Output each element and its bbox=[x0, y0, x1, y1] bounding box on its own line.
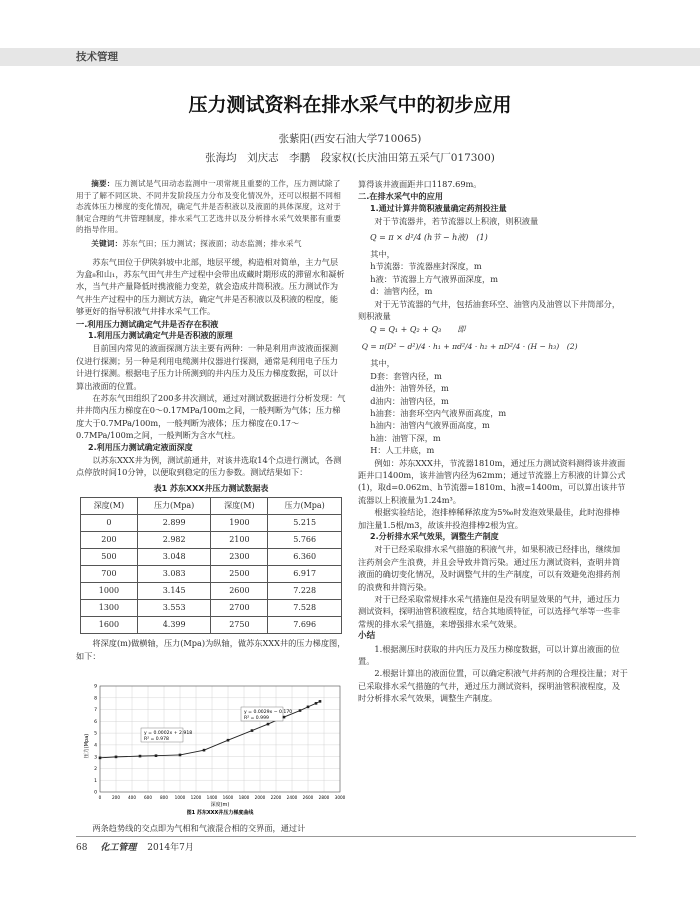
table-cell: 1000 bbox=[81, 583, 138, 600]
formula-2a: Q = Q₁ + Q₂ + Q₃ 即 bbox=[370, 325, 466, 335]
y-tick-label: 9 bbox=[94, 684, 97, 690]
x-tick-label: 2000 bbox=[254, 795, 266, 800]
table-row bbox=[81, 583, 342, 600]
table-cell: 700 bbox=[81, 566, 138, 583]
chart-ylabel: 压力(Mpa) bbox=[84, 733, 90, 759]
page-footer bbox=[76, 840, 194, 853]
data-point bbox=[227, 739, 230, 742]
data-point bbox=[283, 716, 286, 719]
heading-1-2: 2.利用压力测试确定液面深度 bbox=[88, 442, 193, 452]
x-tick-label: 0 bbox=[98, 795, 102, 800]
chart-caption: 图1 苏东XXX井压力梯度曲线 bbox=[186, 810, 254, 816]
table-cell: 4.399 bbox=[137, 617, 211, 634]
table-row bbox=[81, 617, 342, 634]
data-point bbox=[115, 756, 118, 759]
y-tick-label: 6 bbox=[94, 719, 97, 725]
example-paragraph: 例如：苏东XXX井，节流器1810m，通过压力测试资料测得该井液面距井口1400m，该井油管内径为62mm；通过节流器上方积液的计算公式(1)，取d=0.062m、h节流器=1810m、h液=1400m，可以算出该井节流器以上积液量为1.24m³。 bbox=[358, 457, 626, 505]
table-caption: 表1 苏东XXX井压力测试数据表 bbox=[153, 483, 269, 493]
table-cell: 1900 bbox=[211, 515, 268, 532]
foam-paragraph: 根据实验结论，泡排棒稀释浓度为5‰时发泡效果最佳，此时泡排棒加注量1.5根/m3，故该井投泡排棒2根为宜。 bbox=[358, 507, 620, 530]
abstract bbox=[76, 178, 346, 250]
definition: 其中， bbox=[370, 249, 395, 260]
table-cell: 2100 bbox=[211, 532, 268, 549]
x-tick-label: 800 bbox=[160, 795, 168, 800]
table-cell: 2700 bbox=[211, 600, 268, 617]
definition: d油外：油管外径，m bbox=[370, 383, 449, 394]
y-tick-label: 3 bbox=[94, 755, 97, 761]
data-point bbox=[155, 754, 158, 757]
left-column bbox=[76, 178, 346, 662]
data-point bbox=[99, 757, 102, 760]
x-tick-label: 200 bbox=[112, 795, 120, 800]
data-point bbox=[299, 709, 302, 712]
table-cell: 2600 bbox=[211, 583, 268, 600]
issue-date: 2014年7月 bbox=[147, 843, 194, 853]
y-tick-label: 8 bbox=[94, 696, 97, 702]
journal-name: 化工管理 bbox=[100, 843, 137, 853]
formula-2b: Q = π(D² − d²)/4 · h₁ + πd²/4 · h₂ + πD²/4 · (H − h₃) (2) bbox=[361, 341, 578, 351]
x-tick-label: 1800 bbox=[238, 795, 250, 800]
y-tick-label: 0 bbox=[94, 790, 97, 796]
y-tick-label: 4 bbox=[94, 743, 97, 749]
trend-annotation-2-r2: R² = 0.999 bbox=[244, 716, 269, 721]
y-tick-label: 1 bbox=[94, 778, 97, 784]
summary-item-1: 1.根据测压时获取的井内压力及压力梯度数据，可以计算出液面的位置。 bbox=[358, 643, 620, 667]
bottom-paragraph: 两条趋势线的交点即为气相和气液混合相的交界面，通过计 bbox=[92, 823, 306, 833]
no-throttle-paragraph: 对于无节流器的气井，包括油套环空、油管内及油管以下井筒部分，则积液量 bbox=[358, 298, 621, 322]
table-cell: 6.917 bbox=[268, 566, 342, 583]
keywords-label: 关键词： bbox=[91, 238, 123, 248]
footer-rule bbox=[76, 836, 636, 837]
x-tick-label: 2200 bbox=[270, 795, 282, 800]
table-cell: 2.982 bbox=[137, 532, 211, 549]
x-tick-label: 400 bbox=[128, 795, 136, 800]
table-cell: 3.048 bbox=[137, 549, 211, 566]
data-point bbox=[179, 754, 182, 757]
section-tag bbox=[0, 48, 700, 66]
trend-annotation-1: y = 0.0002x + 2.918 bbox=[144, 731, 193, 736]
definition: d：油管内径，m bbox=[370, 286, 433, 297]
heading-2: 二.在排水采气中的应用 bbox=[358, 191, 443, 202]
x-tick-label: 1600 bbox=[222, 795, 234, 800]
data-point bbox=[139, 755, 142, 758]
table-cell: 7.696 bbox=[268, 617, 342, 634]
chart-intro-paragraph: 将深度(m)做横轴，压力(Mpa)为纵轴，做苏东XXX井的压力梯度图，如下： bbox=[76, 638, 346, 661]
result-line: 算得该井液面距井口1187.69m。 bbox=[358, 179, 482, 189]
y-tick-label: 7 bbox=[94, 708, 97, 714]
definition: H：人工井底，m bbox=[370, 445, 435, 456]
x-tick-label: 1000 bbox=[174, 795, 186, 800]
data-point bbox=[267, 723, 270, 726]
table-row bbox=[81, 600, 342, 617]
table-cell: 2300 bbox=[211, 549, 268, 566]
table-cell: 2750 bbox=[211, 617, 268, 634]
page-number: 68 bbox=[76, 843, 88, 853]
gradient-paragraph: 在苏东气田组织了200多井次测试，通过对测试数据进行分析发现：气井井筒内压力梯度在0～0.17MPa/100m之间，一般判断为气体；压力梯度大于0.7MPa/100m，一般判断为液体；压力梯度在0.17～0.7MPa/100m之间，一般判断为含水气柱。 bbox=[76, 393, 346, 441]
abstract-text: 压力测试是气田动态监测中一项常规且重要的工作，压力测试除了用于了解不同区块、不同井发阶段压力分布及变化情况外，还可以根据不同相态流体压力梯度的变化情况，确定气井是否积液以及液面的具体深度，这对于制定合理的气井管理制度，排水采气工艺选井以及分析排水采气效果都有重要的指导作用。 bbox=[76, 179, 341, 235]
table-cell: 200 bbox=[81, 532, 138, 549]
table-cell: 3.553 bbox=[137, 600, 211, 617]
definition: h油套：油套环空内气液界面高度，m bbox=[370, 407, 507, 418]
article-title: 压力测试资料在排水采气中的初步应用 bbox=[188, 94, 512, 116]
keywords-text: 苏东气田；压力测试；探液面；动态监测；排水采气 bbox=[122, 238, 302, 248]
pressure-table bbox=[80, 497, 342, 634]
x-tick-label: 2600 bbox=[302, 795, 314, 800]
trend-annotation-2: y = 0.0029x − 0.170 bbox=[244, 710, 293, 715]
heading-1-1: 1.利用压力测试确定气井是否积液的原理 bbox=[88, 331, 233, 340]
table-cell: 5.766 bbox=[268, 532, 342, 549]
x-tick-label: 3000 bbox=[334, 795, 346, 800]
table-header-cell: 压力(Mpa) bbox=[137, 498, 211, 515]
x-tick-label: 2800 bbox=[318, 795, 330, 800]
intro-paragraph: 苏东气田位于伊陕斜坡中北部，地层平缓，构造相对简单，主力气层为盒₈和山₁，苏东气田气井生产过程中会带出成藏时期形成的滞留水和凝析水，当气井产量降低时携液能力变差，就会造成井筒积液。压力测试作为气井生产过程中的压力测试方法，确定气井是否积液以及积液的程度，能够更好的指导积液气井排水采气工作。 bbox=[76, 256, 345, 317]
definition: h油内：油管内气液界面高度，m bbox=[370, 420, 490, 431]
definition: h液：节流器上方气液界面深度，m bbox=[370, 273, 498, 284]
definitions-2 bbox=[358, 357, 628, 456]
data-point bbox=[251, 729, 254, 732]
y-tick-label: 5 bbox=[94, 731, 97, 737]
table-row bbox=[81, 549, 342, 566]
summary-heading: 小结 bbox=[358, 631, 376, 642]
data-point bbox=[307, 706, 310, 709]
table-cell: 0 bbox=[81, 515, 138, 532]
y-tick-label: 2 bbox=[94, 767, 97, 773]
summary-item-2: 2.根据计算出的液面位置，可以确定积液气井药剂的合理投注量；对于已采取排水采气措施的气井，通过压力测试资料，探明油管积液程度，及时分析排水采气效果，调整生产制度。 bbox=[358, 668, 628, 704]
definition: 其中， bbox=[370, 358, 395, 369]
table-cell: 7.528 bbox=[268, 600, 342, 617]
data-point bbox=[319, 700, 322, 703]
x-tick-label: 1200 bbox=[190, 795, 202, 800]
right-column bbox=[358, 178, 628, 705]
trend-annotation-1-r2: R² = 0.978 bbox=[144, 737, 169, 742]
table-cell: 500 bbox=[81, 549, 138, 566]
table-cell: 7.228 bbox=[268, 583, 342, 600]
data-point bbox=[203, 749, 206, 752]
throttle-paragraph: 对于节流器井，若节流器以上积液，则积液量 bbox=[374, 216, 539, 227]
x-tick-label: 2400 bbox=[286, 795, 298, 800]
formula-1: Q = π × d²/4 (h节 − h液) (1) bbox=[370, 232, 488, 242]
table-header-cell: 深度(M) bbox=[211, 498, 268, 515]
pressure-gradient-chart bbox=[82, 680, 350, 818]
table-cell: 2500 bbox=[211, 566, 268, 583]
table-row bbox=[81, 566, 342, 583]
definition: h油：油管下深，m bbox=[370, 432, 441, 443]
table-cell: 1300 bbox=[81, 600, 138, 617]
table-row bbox=[81, 515, 342, 532]
definitions-1 bbox=[358, 248, 628, 298]
x-tick-label: 600 bbox=[144, 795, 152, 800]
effect-paragraph: 对于已经采取排水采气措施的积液气井，如果积液已经排出，继续加注药剂会产生浪费，并且会导致井筒污染。通过压力测试资料，查明井筒液面的确切变化情况，及时调整气井的生产制度，可以有效避免泡排药剂的浪费和井筒污染。 bbox=[358, 544, 621, 592]
table-cell: 6.360 bbox=[268, 549, 342, 566]
abstract-label: 摘要： bbox=[91, 179, 115, 188]
left-bottom-text bbox=[76, 822, 346, 834]
measures-paragraph: 对于已经采取常规排水采气措施但是没有明显效果的气井，通过压力测试资料，探明油管积液程度，结合其地质特征，可以选择气举等一些非常规的排水采气措施，来增强排水采气效果。 bbox=[358, 594, 621, 629]
heading-2-2: 2.分析排水采气效果，调整生产制度 bbox=[370, 531, 499, 541]
heading-2-1: 1.通过计算井筒积液量确定药剂投注量 bbox=[370, 203, 507, 213]
heading-1: 一.利用压力测试确定气井是否存在积液 bbox=[76, 318, 219, 329]
table-cell: 1600 bbox=[81, 617, 138, 634]
definition: D套：套管内径，m bbox=[370, 370, 442, 381]
principle-paragraph: 目前国内常见的液面探测方法主要有两种：一种是利用声波液面探测仪进行探测；另一种是利用电缆测井仪器进行探测，通常是利用电子压力计进行探测。根据电子压力计所测到的井内压力及压力梯度数据，可以计算出液面的位置。 bbox=[76, 343, 339, 391]
definition: d油内：油管内径，m bbox=[370, 395, 449, 406]
test-paragraph: 以苏东XXX井为例，测试前通井，对该井选取14个点进行测试，各测点停放时间10分钟，以便取到稳定的压力参数。测试结果如下： bbox=[76, 455, 342, 478]
table-header-cell: 深度(M) bbox=[81, 498, 138, 515]
table-cell: 3.083 bbox=[137, 566, 211, 583]
table-cell: 3.145 bbox=[137, 583, 211, 600]
definition: h节流器：节流器座封深度，m bbox=[370, 261, 482, 272]
x-tick-label: 1400 bbox=[206, 795, 218, 800]
data-point bbox=[315, 702, 318, 705]
authors-line-2: 张海均 刘庆志 李鹏 段家权(长庆油田第五采气厂017300) bbox=[205, 152, 495, 164]
table-header-cell: 压力(Mpa) bbox=[268, 498, 342, 515]
chart-xlabel: 深度(m) bbox=[210, 802, 230, 808]
table-row bbox=[81, 532, 342, 549]
table-cell: 2.899 bbox=[137, 515, 211, 532]
section-label: 技术管理 bbox=[76, 51, 118, 63]
table-header-row bbox=[81, 498, 342, 515]
authors-line-1: 张紫阳(西安石油大学710065) bbox=[278, 133, 422, 145]
table-cell: 5.215 bbox=[268, 515, 342, 532]
